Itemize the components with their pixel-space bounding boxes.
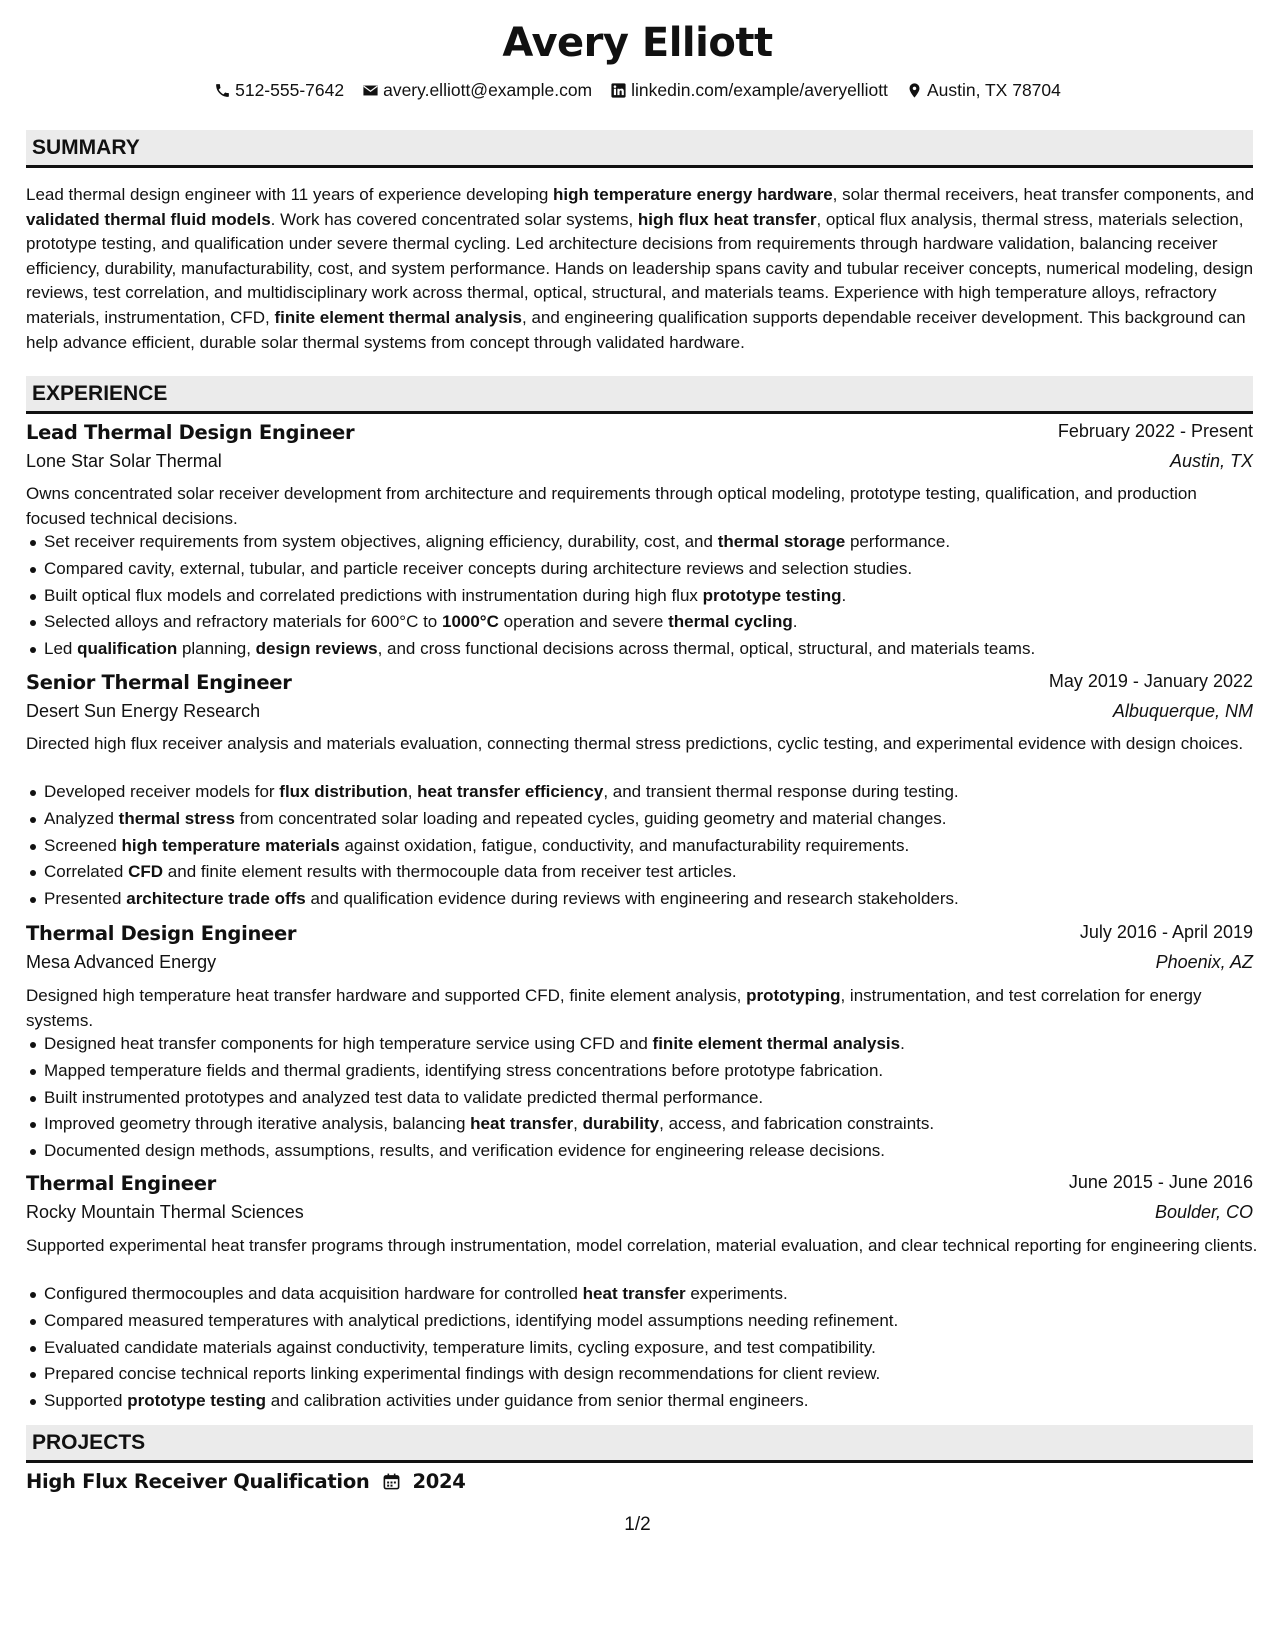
project-entry bbox=[26, 1470, 466, 1493]
bullet-item bbox=[26, 1138, 1251, 1165]
text-segment: , solar thermal receivers, heat transfer components, and bbox=[832, 185, 1255, 204]
contact-bar bbox=[0, 80, 1275, 101]
text-segment: and finite element results with thermocouple data from receiver test articles. bbox=[163, 862, 737, 882]
bullet-item bbox=[26, 1388, 1251, 1415]
bold-text-segment: heat transfer efficiency bbox=[417, 782, 604, 801]
bold-text-segment: validated thermal fluid models bbox=[26, 209, 271, 229]
text-segment: Compared cavity, external, tubular, and particle receiver concepts during architecture reviews and selection studies. bbox=[44, 558, 913, 578]
project-year: 2024 bbox=[412, 1470, 466, 1493]
bullet-item bbox=[26, 1111, 1251, 1138]
bold-text-segment: heat transfer bbox=[582, 1284, 686, 1303]
bold-text-segment: CFD bbox=[128, 862, 164, 882]
job-location: Phoenix, AZ bbox=[1155, 952, 1253, 972]
bullet-item bbox=[26, 1361, 1251, 1388]
section-header-summary: SUMMARY bbox=[26, 130, 1253, 168]
text-segment: , and engineering qualification supports dependable receiver development. This background can help advance efficient, durable solar thermal systems from concept through validated hardware. bbox=[26, 307, 1246, 352]
text-segment: operation and severe bbox=[498, 612, 669, 632]
job-bullets bbox=[26, 1031, 1251, 1165]
text-segment: Compared measured temperatures with analytical predictions, identifying model assumptions needing refinement. bbox=[44, 1310, 899, 1330]
bullet-item bbox=[26, 556, 1251, 583]
text-segment: Presented bbox=[44, 889, 127, 909]
job-description bbox=[26, 1234, 1258, 1259]
bold-text-segment: thermal stress bbox=[118, 808, 235, 828]
bullet-item bbox=[26, 886, 1251, 913]
text-segment: and calibration activities under guidance from senior thermal engineers. bbox=[266, 1391, 809, 1411]
text-segment: , bbox=[407, 782, 418, 801]
email-address[interactable]: avery.elliott@example.com bbox=[383, 80, 593, 100]
text-segment: Built optical flux models and correlated predictions with instrumentation during high flux bbox=[44, 585, 703, 605]
bullet-item bbox=[26, 1335, 1251, 1362]
text-segment: Evaluated candidate materials against conductivity, temperature limits, cycling exposure, and test compatibility. bbox=[44, 1337, 876, 1357]
bold-text-segment: thermal cycling bbox=[668, 612, 793, 632]
bold-text-segment: heat transfer bbox=[470, 1114, 574, 1134]
contact-email[interactable] bbox=[362, 80, 592, 101]
text-segment: Developed receiver models for bbox=[44, 782, 280, 801]
text-segment: . Work has covered concentrated solar systems, bbox=[270, 209, 638, 229]
text-segment: Selected alloys and refractory materials for 600°C to bbox=[44, 612, 442, 632]
bold-text-segment: design reviews bbox=[255, 639, 378, 659]
contact-linkedin[interactable] bbox=[610, 80, 888, 101]
text-segment: , and cross functional decisions across thermal, optical, structural, and materials teams. bbox=[377, 639, 1036, 659]
text-segment: Built instrumented prototypes and analyzed test data to validate predicted thermal performance. bbox=[44, 1087, 764, 1107]
bullet-item bbox=[26, 1281, 1251, 1308]
text-segment: and qualification evidence during reviews with engineering and research stakeholders. bbox=[305, 889, 959, 909]
text-segment: planning, bbox=[177, 639, 256, 659]
job-dates: July 2016 - April 2019 bbox=[1079, 922, 1253, 942]
bold-text-segment: high temperature energy hardware bbox=[553, 185, 833, 204]
job-title: Thermal Design Engineer bbox=[26, 922, 297, 945]
text-segment: Led bbox=[44, 639, 78, 659]
text-segment: Configured thermocouples and data acquisition hardware for controlled bbox=[44, 1284, 583, 1303]
bold-text-segment: finite element thermal analysis bbox=[274, 307, 523, 327]
text-segment: , access, and fabrication constraints. bbox=[659, 1114, 935, 1134]
text-segment: . bbox=[900, 1034, 905, 1053]
bold-text-segment: prototype testing bbox=[127, 1391, 267, 1411]
job-title: Senior Thermal Engineer bbox=[26, 671, 292, 694]
text-segment: . bbox=[792, 612, 798, 632]
bullet-item bbox=[26, 1031, 1251, 1058]
text-segment: Documented design methods, assumptions, results, and verification evidence for engineering release decisions. bbox=[44, 1141, 886, 1161]
job-company: Desert Sun Energy Research bbox=[26, 701, 261, 721]
job-company: Mesa Advanced Energy bbox=[26, 952, 217, 972]
text-segment: from concentrated solar loading and repeated cycles, guiding geometry and material changes. bbox=[234, 808, 947, 828]
bullet-item bbox=[26, 636, 1251, 663]
phone-number: 512-555-7642 bbox=[235, 80, 345, 100]
job-dates: February 2022 - Present bbox=[1057, 421, 1253, 441]
bullet-item bbox=[26, 609, 1251, 636]
bold-text-segment: 1000°C bbox=[441, 612, 499, 632]
bold-text-segment: durability bbox=[582, 1114, 660, 1134]
text-segment: Set receiver requirements from system objectives, aligning efficiency, durability, cost, and bbox=[44, 532, 718, 551]
job-location: Boulder, CO bbox=[1154, 1202, 1253, 1222]
text-segment: Designed heat transfer components for high temperature service using CFD and bbox=[44, 1034, 653, 1053]
bullet-item bbox=[26, 833, 1251, 860]
text-segment: Correlated bbox=[44, 862, 129, 882]
text-segment: performance. bbox=[845, 532, 951, 551]
bullet-item bbox=[26, 806, 1251, 833]
bullet-item bbox=[26, 779, 1251, 806]
job-description bbox=[26, 482, 1258, 531]
job-title: Thermal Engineer bbox=[26, 1172, 216, 1195]
bullet-item bbox=[26, 583, 1251, 610]
text-segment: , instrumentation, and test correlation for energy systems. bbox=[26, 986, 1202, 1030]
linkedin-url[interactable]: linkedin.com/example/averyelliott bbox=[631, 80, 888, 100]
text-segment: Analyzed bbox=[44, 808, 119, 828]
page-number: 1/2 bbox=[624, 1514, 651, 1535]
job-description bbox=[26, 984, 1258, 1033]
text-segment: , bbox=[573, 1114, 583, 1134]
bold-text-segment: flux distribution bbox=[279, 782, 408, 801]
phone-icon bbox=[214, 82, 231, 99]
bold-text-segment: prototyping bbox=[746, 986, 841, 1005]
bold-text-segment: finite element thermal analysis bbox=[652, 1034, 901, 1053]
bullet-item bbox=[26, 1308, 1251, 1335]
bullet-item bbox=[26, 1058, 1251, 1085]
project-title: High Flux Receiver Qualification bbox=[26, 1470, 370, 1493]
calendar-icon bbox=[382, 1472, 401, 1491]
job-description bbox=[26, 732, 1258, 757]
bullet-item bbox=[26, 529, 1251, 556]
job-dates: June 2015 - June 2016 bbox=[1068, 1172, 1253, 1192]
text-segment: Owns concentrated solar receiver development from architecture and requirements through optical modeling, prototype testing, qualification, and production focused technical decisions. bbox=[26, 484, 1197, 528]
contact-location bbox=[906, 80, 1061, 101]
job-bullets bbox=[26, 779, 1251, 913]
text-segment: Lead thermal design engineer with 11 years of experience developing bbox=[26, 185, 554, 204]
bold-text-segment: high temperature materials bbox=[121, 835, 340, 855]
text-segment: Improved geometry through iterative analysis, balancing bbox=[44, 1114, 471, 1134]
bold-text-segment: high flux heat transfer bbox=[637, 209, 817, 229]
bold-text-segment: thermal storage bbox=[717, 532, 846, 551]
text-segment: Supported experimental heat transfer programs through instrumentation, model correlation, material evaluation, and clear technical reporting for engineering clients. bbox=[26, 1236, 1258, 1255]
bullet-item bbox=[26, 859, 1251, 886]
summary-text bbox=[26, 183, 1256, 355]
contact-phone bbox=[214, 80, 344, 101]
job-bullets bbox=[26, 1281, 1251, 1415]
section-header-projects: PROJECTS bbox=[26, 1425, 1253, 1463]
text-segment: , optical flux analysis, thermal stress, materials selection, prototype testing, and qualification under severe thermal cycling. Led architecture decisions from requirements through hardware validation, balancing receiver efficiency, durability, manufacturability, cost, and system performance. Hands on leadership spans cavity and tubular receiver concepts, numerical modeling, design reviews, test correlation, and multidisciplinary work across thermal, optical, structural, and materials teams. Experience with high temperature alloys, refractory materials, instrumentation, CFD, bbox=[26, 209, 1254, 327]
text-segment: Prepared concise technical reports linking experimental findings with design recommendations for client review. bbox=[44, 1364, 881, 1384]
text-segment: . bbox=[841, 585, 847, 605]
text-segment: against oxidation, fatigue, conductivity, and manufacturability requirements. bbox=[339, 835, 910, 855]
text-segment: Directed high flux receiver analysis and materials evaluation, connecting thermal stress predictions, cyclic testing, and experimental evidence with design choices. bbox=[26, 734, 1244, 753]
text-segment: Mapped temperature fields and thermal gradients, identifying stress concentrations before prototype fabrication. bbox=[44, 1060, 884, 1080]
bold-text-segment: architecture trade offs bbox=[126, 889, 306, 909]
envelope-icon bbox=[362, 82, 379, 99]
section-header-experience: EXPERIENCE bbox=[26, 376, 1253, 414]
text-segment: Designed high temperature heat transfer hardware and supported CFD, finite element analysis, bbox=[26, 986, 747, 1005]
text-segment: experiments. bbox=[685, 1284, 788, 1303]
candidate-name: Avery Elliott bbox=[502, 20, 773, 66]
bullet-item bbox=[26, 1085, 1251, 1112]
job-company: Rocky Mountain Thermal Sciences bbox=[26, 1202, 304, 1222]
job-dates: May 2019 - January 2022 bbox=[1048, 671, 1253, 691]
text-segment: Supported bbox=[44, 1391, 128, 1411]
location-text: Austin, TX 78704 bbox=[926, 80, 1061, 100]
bold-text-segment: prototype testing bbox=[702, 585, 842, 605]
text-segment: , and transient thermal response during testing. bbox=[603, 782, 959, 801]
bold-text-segment: qualification bbox=[77, 639, 178, 659]
job-title: Lead Thermal Design Engineer bbox=[26, 421, 355, 444]
job-location: Austin, TX bbox=[1169, 451, 1253, 471]
map-pin-icon bbox=[906, 82, 923, 99]
linkedin-icon bbox=[610, 82, 627, 99]
text-segment: Screened bbox=[44, 835, 122, 855]
job-location: Albuquerque, NM bbox=[1112, 701, 1253, 721]
job-bullets bbox=[26, 529, 1251, 663]
job-company: Lone Star Solar Thermal bbox=[26, 451, 222, 471]
